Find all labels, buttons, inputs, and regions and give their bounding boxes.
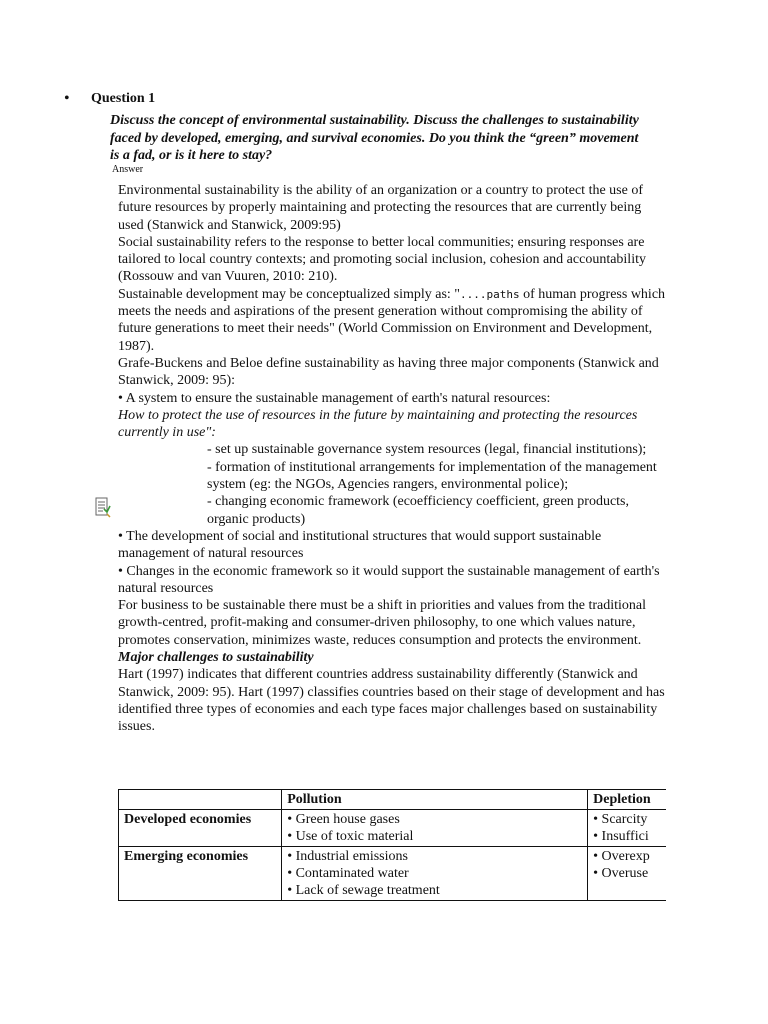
bullet-item: • A system to ensure the sustainable management of earth's natural resources: <box>118 390 551 406</box>
header-cell: Pollution <box>282 790 588 810</box>
cell-line: • Insuffici <box>593 829 649 844</box>
row-label: Developed economies <box>119 810 282 847</box>
table-row <box>119 810 667 847</box>
sub-item: - formation of institutional arrangements for implementation of the management system (eg: the NGOs, Agencies rangers, environmental police); <box>207 459 657 493</box>
paragraph: Hart (1997) indicates that different countries address sustainability differently (Stanwick and Stanwick, 2009: 95). Hart (1997) classifies countries based on their stage of development and has identified three types of economies and each type faces major challenges based on sustainability issues. <box>118 667 665 735</box>
answer-label: Answer <box>112 164 144 175</box>
bullet-item: • The development of social and institutional structures that would support sustainable management of natural resources <box>118 528 602 562</box>
text-run-mono: ....paths <box>460 287 520 301</box>
text-run: of human progress which meets the needs and aspirations of the present generation without compromising the ability of future generations to meet their needs" (World Commission on Environment and Development, 1987). <box>118 286 666 354</box>
row-label: Emerging economies <box>119 847 282 901</box>
question-prompt: Discuss the concept of environmental sustainability. Discuss the challenges to sustainability faced by developed, emerging, and survival economies. Do you think the “green” movement is a fad, or is it here to stay? <box>110 113 639 163</box>
notes-icon[interactable] <box>95 497 111 519</box>
challenges-table <box>118 789 666 901</box>
table-cell <box>282 810 588 847</box>
table-cell <box>588 810 666 847</box>
table-row <box>119 847 667 901</box>
cell-line: • Overexp <box>593 849 650 864</box>
paragraph: For business to be sustainable there must be a shift in priorities and values from the traditional growth-centred, profit-making and consumer-driven philosophy, to one which values nature, promotes conservation, minimizes waste, reduces consumption and protects the environment. <box>118 598 647 648</box>
cell-line: • Industrial emissions <box>287 849 408 864</box>
header-cell: Depletion <box>588 790 666 810</box>
paragraph: Environmental sustainability is the ability of an organization or a country to protect the use of future resources by properly maintaining and protecting the resources that are currently being used (Stanwick and Stanwick, 2009:95) <box>118 183 643 233</box>
cell-line: • Lack of sewage treatment <box>287 883 440 898</box>
question-title: Question 1 <box>91 91 156 106</box>
header-cell <box>119 790 282 810</box>
sub-item: - set up sustainable governance system resources (legal, financial institutions); <box>207 442 647 458</box>
challenges-table-wrapper <box>118 789 666 901</box>
bullet-item: • Changes in the economic framework so it would support the sustainable management of earth's natural resources <box>118 563 660 596</box>
cell-line: • Contaminated water <box>287 866 409 881</box>
table-cell <box>588 847 666 901</box>
table-header-row <box>119 790 667 810</box>
paragraph <box>118 286 666 355</box>
italic-paragraph: How to protect the use of resources in the future by maintaining and protecting the resources currently in use": <box>118 407 638 441</box>
cell-line: • Use of toxic material <box>287 829 414 844</box>
list-bullet: • <box>64 90 70 107</box>
text-run: Sustainable development may be conceptualized simply as: " <box>118 286 461 302</box>
sub-item: - changing economic framework (ecoefficiency coefficient, green products, organic products) <box>207 494 630 527</box>
section-heading: Major challenges to sustainability <box>118 650 314 666</box>
paragraph: Social sustainability refers to the response to better local communities; ensuring responses are tailored to local country contexts; and promoting social inclusion, cohesion and accountability (Rossouw and van Vuuren, 2010: 210). <box>118 234 646 285</box>
cell-line: • Scarcity <box>593 812 648 827</box>
paragraph: Grafe-Buckens and Beloe define sustainability as having three major components (Stanwick and Stanwick, 2009: 95): <box>118 355 659 389</box>
table-cell <box>282 847 588 901</box>
answer-body <box>118 182 666 736</box>
cell-line: • Overuse <box>593 866 649 881</box>
cell-line: • Green house gases <box>287 812 400 827</box>
